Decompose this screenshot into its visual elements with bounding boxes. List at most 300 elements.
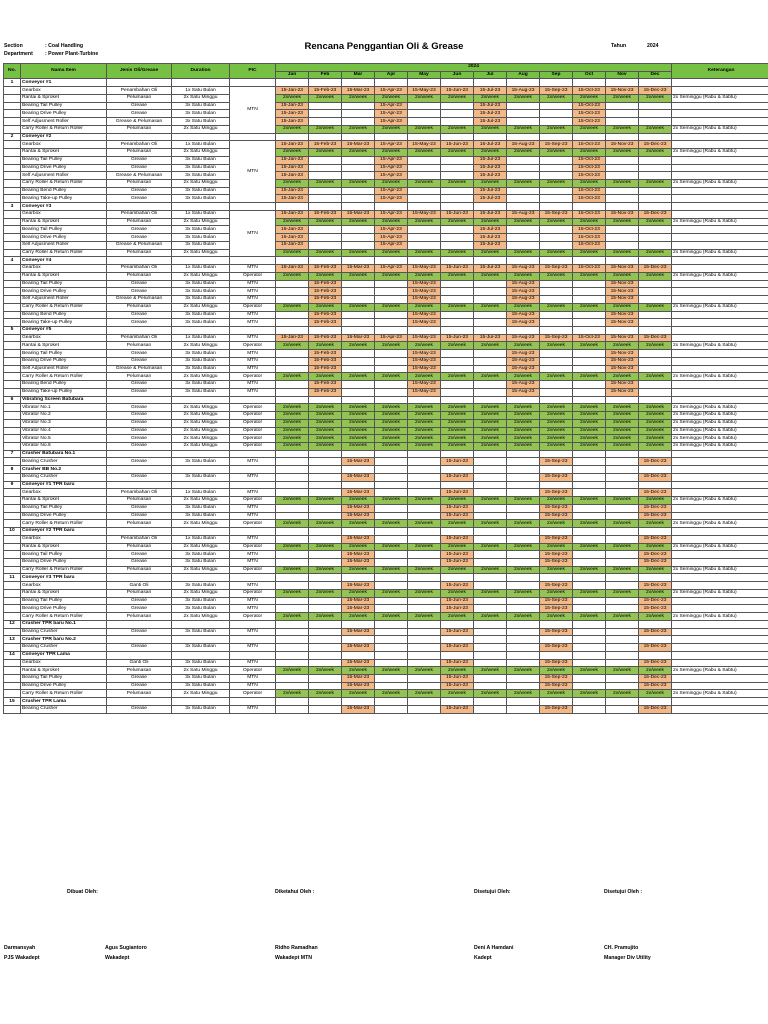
empty-cell <box>672 636 768 644</box>
empty-cell <box>230 620 276 628</box>
section-name: Crusher TPR baru No.2 <box>21 636 107 644</box>
empty-cell <box>606 651 639 659</box>
month-cell <box>276 365 309 373</box>
empty-cell <box>507 203 540 211</box>
month-cell <box>375 551 408 559</box>
item-note: 2x Seminggu (Rabu & Sabtu) <box>672 404 768 412</box>
month-cell: 15-Dec-23 <box>639 87 672 95</box>
month-cell <box>375 582 408 590</box>
table-row <box>4 102 768 110</box>
empty-cell <box>172 528 230 536</box>
month-cell <box>375 535 408 543</box>
month-cell: 2x/week <box>342 272 375 280</box>
month-cell: 2x/week <box>342 520 375 528</box>
empty-cell <box>507 450 540 458</box>
item-duration: 3x Satu Bulan <box>172 682 230 690</box>
month-header: Sep <box>540 71 573 79</box>
empty-cell <box>408 203 441 211</box>
item-jenis: Grease & Pelumasan <box>107 118 172 126</box>
section-name: Conveyor #1 <box>21 79 107 87</box>
empty-cell <box>4 342 21 350</box>
empty-cell <box>441 574 474 582</box>
month-cell: 2x/week <box>309 419 342 427</box>
month-cell: 2x/week <box>474 404 507 412</box>
month-cell: 15-Mar-23 <box>342 458 375 466</box>
item-note: 2x Seminggu (Rabu & Sabtu) <box>672 427 768 435</box>
item-name: Gearbox <box>21 489 107 497</box>
empty-cell <box>309 133 342 141</box>
month-cell <box>276 705 309 713</box>
month-cell <box>540 187 573 195</box>
month-cell: 15-Jun-23 <box>441 551 474 559</box>
month-cell: 15-Dec-23 <box>639 705 672 713</box>
month-cell <box>573 675 606 683</box>
month-cell <box>540 280 573 288</box>
month-cell: 2x/week <box>375 373 408 381</box>
item-duration: 1x Satu Bulan <box>172 210 230 218</box>
month-cell <box>276 504 309 512</box>
month-cell: 2x/week <box>540 613 573 621</box>
month-cell: 15-Jun-23 <box>441 334 474 342</box>
item-name: Rantai & Sproket <box>21 667 107 675</box>
item-duration: 3x Satu Bulan <box>172 559 230 567</box>
month-cell <box>375 705 408 713</box>
month-cell: 15-Nov-23 <box>606 365 639 373</box>
month-cell: 15-Jul-23 <box>474 334 507 342</box>
item-name: Carry Roller & Return Roller <box>21 180 107 188</box>
month-cell <box>507 102 540 110</box>
item-name: Bearing Take-up Pulley <box>21 195 107 203</box>
empty-cell <box>4 210 21 218</box>
item-note <box>672 110 768 118</box>
item-duration: 2x Satu Minggu <box>172 589 230 597</box>
month-cell: 2x/week <box>540 94 573 102</box>
empty-cell <box>408 326 441 334</box>
item-duration: 3x Satu Bulan <box>172 597 230 605</box>
month-cell: 15-Mar-23 <box>342 675 375 683</box>
item-jenis: Pelumasan <box>107 218 172 226</box>
empty-cell <box>172 133 230 141</box>
empty-cell <box>230 481 276 489</box>
empty-cell <box>107 79 172 87</box>
month-cell <box>606 102 639 110</box>
month-cell: 2x/week <box>606 180 639 188</box>
empty-cell <box>375 396 408 404</box>
month-cell <box>408 504 441 512</box>
month-cell <box>507 644 540 652</box>
month-cell: 2x/week <box>342 435 375 443</box>
section-no: 3 <box>4 203 21 211</box>
empty-cell <box>408 574 441 582</box>
month-cell <box>375 597 408 605</box>
item-pic: Operator <box>230 690 276 698</box>
month-cell: 15-Jan-23 <box>276 210 309 218</box>
section-row <box>4 574 768 582</box>
item-note <box>672 365 768 373</box>
item-pic: Operator <box>230 497 276 505</box>
empty-cell <box>342 450 375 458</box>
month-cell: 2x/week <box>441 589 474 597</box>
month-cell: 2x/week <box>639 125 672 133</box>
month-cell: 2x/week <box>540 667 573 675</box>
item-duration: 2x Satu Minggu <box>172 427 230 435</box>
empty-cell <box>441 79 474 87</box>
empty-cell <box>375 79 408 87</box>
item-note <box>672 172 768 180</box>
month-cell <box>342 164 375 172</box>
item-jenis: Penambahan Oli <box>107 210 172 218</box>
month-cell <box>507 504 540 512</box>
month-cell: 2x/week <box>342 404 375 412</box>
month-cell: 2x/week <box>540 404 573 412</box>
item-note: 2x Seminggu (Rabu & Sabtu) <box>672 435 768 443</box>
month-cell <box>309 605 342 613</box>
item-name: Bearing Tail Pulley <box>21 504 107 512</box>
item-duration: 3x Satu Bulan <box>172 118 230 126</box>
empty-cell <box>342 636 375 644</box>
month-cell: 15-Jul-23 <box>474 195 507 203</box>
month-cell: 2x/week <box>540 589 573 597</box>
item-duration: 1x Satu Bulan <box>172 87 230 95</box>
month-cell: 2x/week <box>507 520 540 528</box>
month-cell: 2x/week <box>441 419 474 427</box>
item-duration: 2x Satu Minggu <box>172 566 230 574</box>
month-cell: 2x/week <box>606 249 639 257</box>
table-row <box>4 628 768 636</box>
table-row <box>4 373 768 381</box>
empty-cell <box>672 133 768 141</box>
item-jenis: Penambahan Oli <box>107 265 172 273</box>
item-note: 2x Seminggu (Rabu & Sabtu) <box>672 690 768 698</box>
item-name: Bearing Tail Pulley <box>21 156 107 164</box>
month-cell <box>441 296 474 304</box>
item-name: Gearbox <box>21 141 107 149</box>
table-row <box>4 613 768 621</box>
month-cell: 2x/week <box>309 149 342 157</box>
month-cell <box>606 234 639 242</box>
month-cell <box>474 357 507 365</box>
month-cell: 2x/week <box>639 218 672 226</box>
table-row <box>4 551 768 559</box>
month-header: Aug <box>507 71 540 79</box>
item-jenis: Pelumasan <box>107 667 172 675</box>
month-cell: 15-Dec-23 <box>639 141 672 149</box>
item-name: Carry Roller & Return Roller <box>21 566 107 574</box>
month-cell: 2x/week <box>441 125 474 133</box>
disetujui-label-2: Disetujui Oleh : <box>604 889 643 895</box>
section-name: Crusher Batubara No.1 <box>21 450 107 458</box>
month-cell: 15-Aug-23 <box>507 87 540 95</box>
month-cell <box>408 195 441 203</box>
month-cell <box>606 195 639 203</box>
item-note <box>672 675 768 683</box>
month-cell: 15-Apr-23 <box>375 241 408 249</box>
month-cell <box>540 381 573 389</box>
month-cell: 15-Feb-23 <box>309 357 342 365</box>
month-cell <box>441 195 474 203</box>
month-cell: 15-Apr-23 <box>375 110 408 118</box>
table-row <box>4 180 768 188</box>
month-cell <box>474 365 507 373</box>
month-cell: 2x/week <box>276 497 309 505</box>
item-jenis: Grease <box>107 350 172 358</box>
empty-cell <box>474 620 507 628</box>
month-cell: 2x/week <box>408 180 441 188</box>
table-row <box>4 504 768 512</box>
item-note <box>672 659 768 667</box>
month-cell <box>573 473 606 481</box>
item-note: 2x Seminggu (Rabu & Sabtu) <box>672 218 768 226</box>
item-name: Bearing Drive Pulley <box>21 164 107 172</box>
empty-cell <box>4 551 21 559</box>
empty-cell <box>276 574 309 582</box>
month-cell <box>540 288 573 296</box>
month-cell <box>309 675 342 683</box>
month-cell: 15-Jun-23 <box>441 582 474 590</box>
empty-cell <box>107 326 172 334</box>
empty-cell <box>276 79 309 87</box>
table-row <box>4 543 768 551</box>
month-cell: 15-Nov-23 <box>606 350 639 358</box>
month-cell: 15-Jun-23 <box>441 644 474 652</box>
item-jenis: Grease <box>107 675 172 683</box>
empty-cell <box>230 574 276 582</box>
item-note <box>672 334 768 342</box>
item-jenis: Grease <box>107 551 172 559</box>
month-cell: 15-Oct-23 <box>573 265 606 273</box>
month-cell: 15-Apr-23 <box>375 226 408 234</box>
section-row <box>4 133 768 141</box>
item-jenis: Penambahan Oli <box>107 334 172 342</box>
month-cell <box>507 551 540 559</box>
month-cell: 2x/week <box>441 435 474 443</box>
month-cell: 2x/week <box>540 412 573 420</box>
month-cell: 2x/week <box>639 149 672 157</box>
month-cell: 2x/week <box>507 497 540 505</box>
month-cell: 2x/week <box>474 566 507 574</box>
empty-cell <box>276 203 309 211</box>
month-cell: 2x/week <box>309 218 342 226</box>
item-note <box>672 357 768 365</box>
empty-cell <box>672 698 768 706</box>
month-cell: 2x/week <box>309 690 342 698</box>
month-cell <box>606 473 639 481</box>
item-jenis: Pelumasan <box>107 303 172 311</box>
item-pic: MTN <box>230 597 276 605</box>
item-name: Bearing Drive Pulley <box>21 234 107 242</box>
month-cell: 2x/week <box>573 94 606 102</box>
month-cell: 2x/week <box>507 342 540 350</box>
empty-cell <box>276 481 309 489</box>
month-cell: 15-Sep-23 <box>540 141 573 149</box>
section-no: 1 <box>4 79 21 87</box>
table-row <box>4 427 768 435</box>
empty-cell <box>4 435 21 443</box>
item-note <box>672 551 768 559</box>
month-cell: 2x/week <box>375 180 408 188</box>
month-cell <box>507 628 540 636</box>
month-cell <box>276 473 309 481</box>
month-cell <box>507 164 540 172</box>
month-cell: 15-Dec-23 <box>639 605 672 613</box>
table-row <box>4 149 768 157</box>
empty-cell <box>107 620 172 628</box>
month-cell: 2x/week <box>606 589 639 597</box>
month-cell: 15-May-23 <box>408 365 441 373</box>
empty-cell <box>672 396 768 404</box>
month-cell <box>507 458 540 466</box>
empty-cell <box>474 636 507 644</box>
empty-cell <box>172 574 230 582</box>
item-jenis: Grease <box>107 319 172 327</box>
empty-cell <box>4 94 21 102</box>
item-name: Rantai & Sproket <box>21 149 107 157</box>
month-cell: 2x/week <box>540 272 573 280</box>
item-name: Self Adjusment Roller <box>21 365 107 373</box>
item-jenis: Grease & Pelumasan <box>107 296 172 304</box>
empty-cell <box>573 79 606 87</box>
item-duration: 2x Satu Minggu <box>172 342 230 350</box>
month-cell <box>276 381 309 389</box>
month-cell: 15-Dec-23 <box>639 644 672 652</box>
month-cell <box>441 381 474 389</box>
empty-cell <box>606 133 639 141</box>
month-cell <box>606 628 639 636</box>
month-cell <box>309 705 342 713</box>
month-cell: 2x/week <box>507 412 540 420</box>
month-cell <box>573 659 606 667</box>
table-row <box>4 458 768 466</box>
item-jenis: Pelumasan <box>107 149 172 157</box>
item-jenis: Grease <box>107 504 172 512</box>
month-cell: 2x/week <box>276 180 309 188</box>
month-cell: 15-Jan-23 <box>276 334 309 342</box>
empty-cell <box>4 644 21 652</box>
month-cell: 15-Sep-23 <box>540 265 573 273</box>
month-cell: 2x/week <box>276 218 309 226</box>
month-cell <box>276 605 309 613</box>
empty-cell <box>230 651 276 659</box>
empty-cell <box>639 257 672 265</box>
empty-cell <box>172 651 230 659</box>
item-jenis: Grease <box>107 427 172 435</box>
empty-cell <box>230 636 276 644</box>
month-cell: 2x/week <box>375 342 408 350</box>
table-row <box>4 272 768 280</box>
empty-cell <box>342 651 375 659</box>
empty-cell <box>342 396 375 404</box>
month-cell: 2x/week <box>474 613 507 621</box>
month-cell: 2x/week <box>573 218 606 226</box>
item-name: Bearing Tail Pulley <box>21 280 107 288</box>
month-cell <box>639 388 672 396</box>
item-duration: 3x Satu Bulan <box>172 311 230 319</box>
month-cell: 2x/week <box>606 427 639 435</box>
month-cell <box>408 682 441 690</box>
empty-cell <box>4 504 21 512</box>
item-note <box>672 265 768 273</box>
signer-4-name: Deni A Hamdani <box>474 945 514 951</box>
month-cell: 2x/week <box>573 667 606 675</box>
empty-cell <box>342 133 375 141</box>
section-row <box>4 466 768 474</box>
month-cell: 15-Feb-23 <box>309 311 342 319</box>
month-cell: 2x/week <box>375 303 408 311</box>
section-label: Section <box>4 43 23 49</box>
item-name: Carry Roller & Return Roller <box>21 690 107 698</box>
empty-cell <box>540 481 573 489</box>
month-cell: 15-Jan-23 <box>276 102 309 110</box>
empty-cell <box>408 466 441 474</box>
month-cell: 2x/week <box>474 690 507 698</box>
month-cell <box>507 659 540 667</box>
month-cell: 15-Nov-23 <box>606 319 639 327</box>
month-cell <box>606 559 639 567</box>
month-cell: 2x/week <box>606 373 639 381</box>
month-cell: 2x/week <box>474 303 507 311</box>
item-jenis: Ganti Oli <box>107 582 172 590</box>
month-cell <box>507 156 540 164</box>
empty-cell <box>573 326 606 334</box>
section-row <box>4 326 768 334</box>
item-duration: 2x Satu Minggu <box>172 125 230 133</box>
month-cell: 15-Jul-23 <box>474 164 507 172</box>
month-cell: 2x/week <box>573 249 606 257</box>
month-cell: 15-Apr-23 <box>375 164 408 172</box>
empty-cell <box>4 412 21 420</box>
month-cell: 15-Feb-23 <box>309 280 342 288</box>
empty-cell <box>408 257 441 265</box>
month-cell <box>342 280 375 288</box>
month-cell <box>309 118 342 126</box>
section-row <box>4 396 768 404</box>
month-cell: 2x/week <box>342 94 375 102</box>
month-cell <box>375 381 408 389</box>
diketahui-label: Diketahui Oleh : <box>275 889 315 895</box>
month-cell: 2x/week <box>606 272 639 280</box>
section-row <box>4 257 768 265</box>
month-cell: 15-Aug-23 <box>507 334 540 342</box>
month-cell: 2x/week <box>639 442 672 450</box>
empty-cell <box>375 698 408 706</box>
item-name: Bearing Tail Pulley <box>21 551 107 559</box>
section-no: 8 <box>4 466 21 474</box>
item-name: Vibrator No.3 <box>21 419 107 427</box>
month-cell: 2x/week <box>639 180 672 188</box>
month-cell <box>540 388 573 396</box>
month-cell <box>507 234 540 242</box>
month-cell <box>474 319 507 327</box>
item-note <box>672 156 768 164</box>
month-cell: 15-Mar-23 <box>342 559 375 567</box>
month-cell <box>474 311 507 319</box>
month-cell: 2x/week <box>276 520 309 528</box>
month-cell: 15-Jun-23 <box>441 504 474 512</box>
empty-cell <box>441 651 474 659</box>
item-jenis: Grease <box>107 280 172 288</box>
item-name: Vibrator No.2 <box>21 412 107 420</box>
month-cell: 2x/week <box>606 218 639 226</box>
month-cell <box>276 675 309 683</box>
month-cell <box>606 110 639 118</box>
month-cell <box>375 489 408 497</box>
item-duration: 3x Satu Bulan <box>172 280 230 288</box>
empty-cell <box>375 257 408 265</box>
empty-cell <box>441 528 474 536</box>
month-cell: 15-Mar-23 <box>342 504 375 512</box>
empty-cell <box>276 651 309 659</box>
month-cell: 15-Sep-23 <box>540 551 573 559</box>
